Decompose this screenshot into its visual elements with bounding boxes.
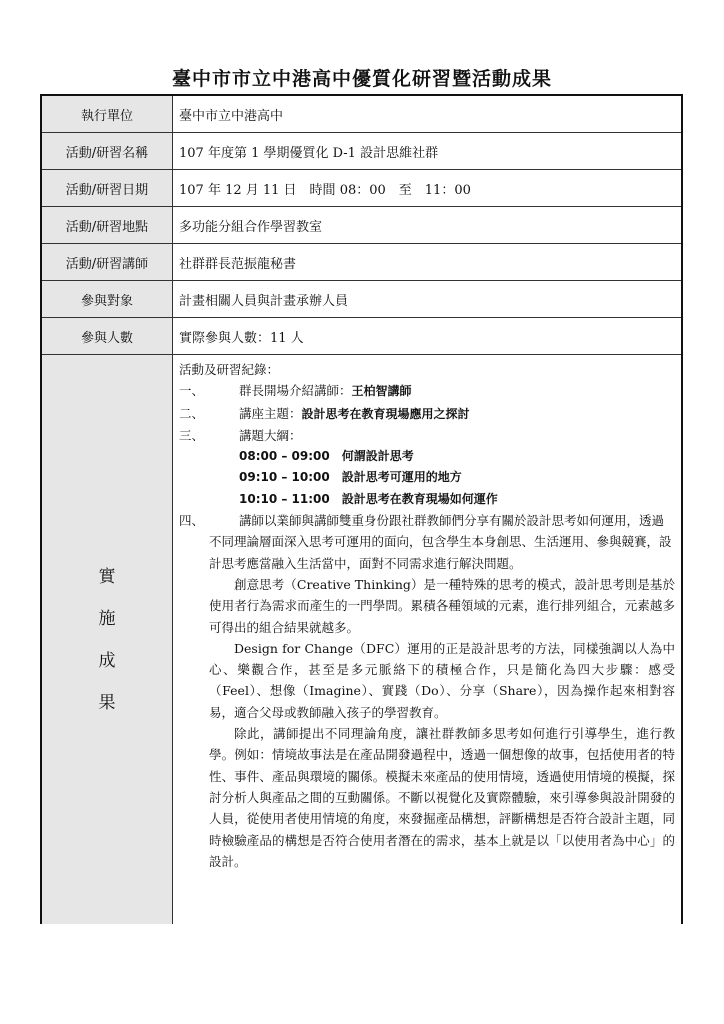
row-value: 實際參與人數：11 人	[173, 318, 683, 355]
row-label: 參與對象	[41, 281, 173, 318]
results-label-char: 實	[98, 566, 116, 587]
row-value: 計畫相關人員與計畫承辦人員	[173, 281, 683, 318]
row-label: 活動/研習講師	[41, 244, 173, 281]
row-label: 活動/研習日期	[41, 170, 173, 207]
results-label-char: 施	[98, 608, 116, 629]
row-value: 107 年 12 月 11 日 時間 08：00 至 11：00	[173, 170, 683, 207]
lecture-topic: 設計思考在教育現場應用之探討	[301, 406, 470, 421]
table-row	[41, 170, 682, 207]
results-label-char: 成	[98, 650, 116, 671]
body-paragraph: 創意思考（Creative Thinking）是一種特殊的思考的模式，設計思考則是基於使用者行為需求而產生的一門學問。累積各種領域的元素，進行排列組合，元素越多可得出的組合結果就越多。	[209, 576, 675, 635]
item-number: 三、	[179, 427, 205, 443]
document-title: 臺中市市立中港高中優質化研習暨活動成果	[171, 68, 552, 90]
row-label: 活動/研習地點	[41, 207, 173, 244]
item-text: 群長開場介紹講師：	[239, 383, 352, 399]
results-label	[41, 355, 173, 925]
item-number: 四、	[179, 513, 205, 529]
row-label: 活動/研習名稱	[41, 133, 173, 170]
row-label: 執行單位	[41, 95, 173, 133]
record-heading: 活動及研習紀錄：	[179, 362, 280, 377]
item-number: 二、	[179, 405, 205, 421]
list-item	[179, 380, 675, 402]
table-row	[41, 318, 682, 355]
item-number: 一、	[179, 383, 205, 399]
activity-report-table	[40, 94, 683, 924]
item-text: 講師以業師與講師雙重身份跟社群教師們分享有關於設計思考如何運用，透過不同理論層面深入思考可運用的面向，包含學生本身創思、生活運用、參與競賽，設計思考應當融入生活當中，面對不同需求進行解決問題。	[209, 513, 672, 571]
row-value: 社群群長范振龍秘書	[173, 244, 683, 281]
results-content	[173, 355, 683, 925]
table-row	[41, 95, 682, 133]
table-row	[41, 133, 682, 170]
list-item	[179, 425, 675, 446]
table-row	[41, 281, 682, 318]
schedule-item: 10:10 – 11:00 設計思考在教育現場如何運作	[239, 491, 498, 506]
item-text: 講座主題：	[239, 405, 302, 421]
row-value: 多功能分組合作學習教室	[173, 207, 683, 244]
body-paragraph: Design for Change（DFC）運用的正是設計思考的方法，同樣強調以人為中心、樂觀合作，甚至是多元脈絡下的積極合作，只是簡化為四大步驟：感受（Feel）、想像（Imagine）、實踐（Do）、分享（Share），因為操作起來相對容易，適合父母或教師融入孩子的學習教育。	[209, 640, 675, 720]
row-value: 107 年度第 1 學期優質化 D-1 設計思維社群	[173, 133, 683, 170]
speaker-name: 王柏智講師	[351, 384, 412, 399]
results-row	[41, 355, 682, 925]
table-row	[41, 244, 682, 281]
table-row	[41, 207, 682, 244]
item-text: 講題大綱：	[239, 427, 302, 443]
list-item	[179, 510, 675, 574]
body-paragraph: 除此，講師提出不同理論角度，讓社群教師多思考如何進行引導學生，進行教學。例如：情境故事法是在產品開發過程中，透過一個想像的故事，包括使用者的特性、事件、產品與環境的關係。模擬未來產品的使用情境，透過使用情境的模擬，探討分析人與產品之間的互動關係。不斷以視覺化及實際體驗，來引導參與設計開發的人員，從使用者使用情境的角度，來發掘產品構想，評斷構想是否符合設計主題，同時檢驗產品的構想是否符合使用者潛在的需求，基本上就是以「以使用者為中心」的設計。	[209, 726, 675, 869]
row-value: 臺中市立中港高中	[173, 95, 683, 133]
results-label-char: 果	[98, 692, 116, 713]
list-item	[179, 403, 675, 425]
schedule-item: 08:00 – 09:00 何謂設計思考	[239, 449, 414, 464]
row-label: 參與人數	[41, 318, 173, 355]
schedule-item: 09:10 – 10:00 設計思考可運用的地方	[239, 470, 462, 485]
